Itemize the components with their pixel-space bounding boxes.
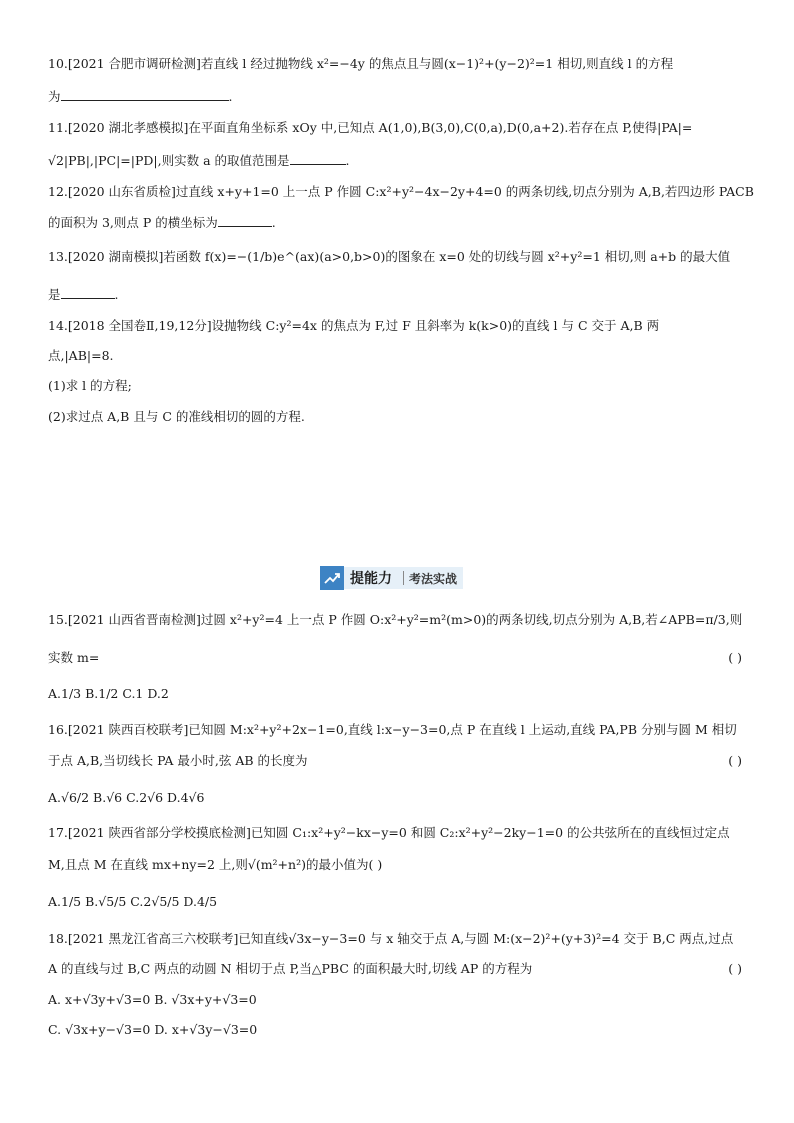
problem-14-sub-2: (2)求过点 A,B 且与 C 的准线相切的圆的方程. <box>48 409 305 424</box>
problem-18-line-1: 18.[2021 黑龙江省高三六校联考]已知直线√3x−y−3=0 与 x 轴交于点 A,与圆 M:(x−2)²+(y+3)²=4 交于 B,C 两点,过点 <box>48 931 734 946</box>
problem-13-line-1: 13.[2020 湖南模拟]若函数 f(x)=−(1/b)e^(ax)(a>0,b>0)的图象在 x=0 处的切线与圆 x²+y²=1 相切,则 a+b 的最大值 <box>48 249 731 264</box>
problem-10-prefix: 为 <box>48 89 61 104</box>
problem-15-options: A.1/3 B.1/2 C.1 D.2 <box>48 686 169 701</box>
problem-18-line-2: A 的直线与过 B,C 两点的动圆 N 相切于点 P,当△PBC 的面积最大时,切线 AP 的方程为 <box>48 961 533 976</box>
problem-17-options: A.1/5 B.√5/5 C.2√5/5 D.4/5 <box>48 894 218 909</box>
problem-18-options-row-2: C. √3x+y−√3=0 D. x+√3y−√3=0 <box>48 1022 258 1037</box>
problem-17-line-2: M,且点 M 在直线 mx+ny=2 上,则√(m²+n²)的最小值为( ) <box>48 857 383 872</box>
answer-parenthesis[interactable]: ( ) <box>728 753 742 768</box>
section-banner <box>320 566 463 590</box>
problem-11-line-1: 11.[2020 湖北孝感模拟]在平面直角坐标系 xOy 中,已知点 A(1,0),B(3,0),C(0,a),D(0,a+2).若存在点 P,使得|PA|= <box>48 120 693 135</box>
period: . <box>345 153 350 168</box>
chart-trend-icon <box>320 566 344 590</box>
banner-title: 提能力 <box>344 567 398 589</box>
answer-blank[interactable] <box>61 88 229 101</box>
answer-blank[interactable] <box>61 286 115 299</box>
problem-13-line-2 <box>48 286 119 303</box>
period: . <box>228 89 233 104</box>
problem-15-line-1: 15.[2021 山西省晋南检测]过圆 x²+y²=4 上一点 P 作圆 O:x²+y²=m²(m>0)的两条切线,切点分别为 A,B,若∠APB=π/3,则 <box>48 612 743 627</box>
problem-13-text: 是 <box>48 287 61 302</box>
answer-parenthesis[interactable]: ( ) <box>728 650 742 665</box>
problem-10-line-1: 10.[2021 合肥市调研检测]若直线 l 经过抛物线 x²=−4y 的焦点且与圆(x−1)²+(y−2)²=1 相切,则直线 l 的方程 <box>48 56 674 71</box>
banner-subtitle: 考法实战 <box>409 571 458 586</box>
problem-17-line-1: 17.[2021 陕西省部分学校摸底检测]已知圆 C₁:x²+y²−kx−y=0 和圆 C₂:x²+y²−2ky−1=0 的公共弦所在的直线恒过定点 <box>48 825 730 840</box>
period: . <box>114 287 119 302</box>
problem-14-line-2: 点,|AB|=8. <box>48 348 114 363</box>
problem-11-text: √2|PB|,|PC|=|PD|,则实数 a 的取值范围是 <box>48 153 290 168</box>
problem-14-line-1: 14.[2018 全国卷Ⅱ,19,12分]设抛物线 C:y²=4x 的焦点为 F,过 F 且斜率为 k(k>0)的直线 l 与 C 交于 A,B 两 <box>48 318 660 333</box>
problem-16-options: A.√6/2 B.√6 C.2√6 D.4√6 <box>48 790 205 805</box>
banner-subtitle-wrap <box>398 567 463 589</box>
problem-14-sub-1: (1)求 l 的方程; <box>48 378 132 393</box>
problem-10-line-2 <box>48 88 233 105</box>
answer-blank[interactable] <box>290 152 346 165</box>
problem-16-line-2: 于点 A,B,当切线长 PA 最小时,弦 AB 的长度为 <box>48 753 308 768</box>
answer-blank[interactable] <box>218 214 272 227</box>
problem-16-line-1: 16.[2021 陕西百校联考]已知圆 M:x²+y²+2x−1=0,直线 l:x−y−3=0,点 P 在直线 l 上运动,直线 PA,PB 分别与圆 M 相切 <box>48 722 737 737</box>
problem-12-line-1: 12.[2020 山东省质检]过直线 x+y+1=0 上一点 P 作圆 C:x²+y²−4x−2y+4=0 的两条切线,切点分别为 A,B,若四边形 PACB <box>48 184 754 199</box>
period: . <box>271 215 276 230</box>
problem-12-text: 的面积为 3,则点 P 的横坐标为 <box>48 215 218 230</box>
banner-divider <box>403 571 404 585</box>
problem-15-line-2: 实数 m= <box>48 650 100 665</box>
problem-12-line-2 <box>48 214 276 231</box>
answer-parenthesis[interactable]: ( ) <box>728 961 742 976</box>
problem-18-options-row-1: A. x+√3y+√3=0 B. √3x+y+√3=0 <box>48 992 257 1007</box>
problem-11-line-2 <box>48 152 350 169</box>
